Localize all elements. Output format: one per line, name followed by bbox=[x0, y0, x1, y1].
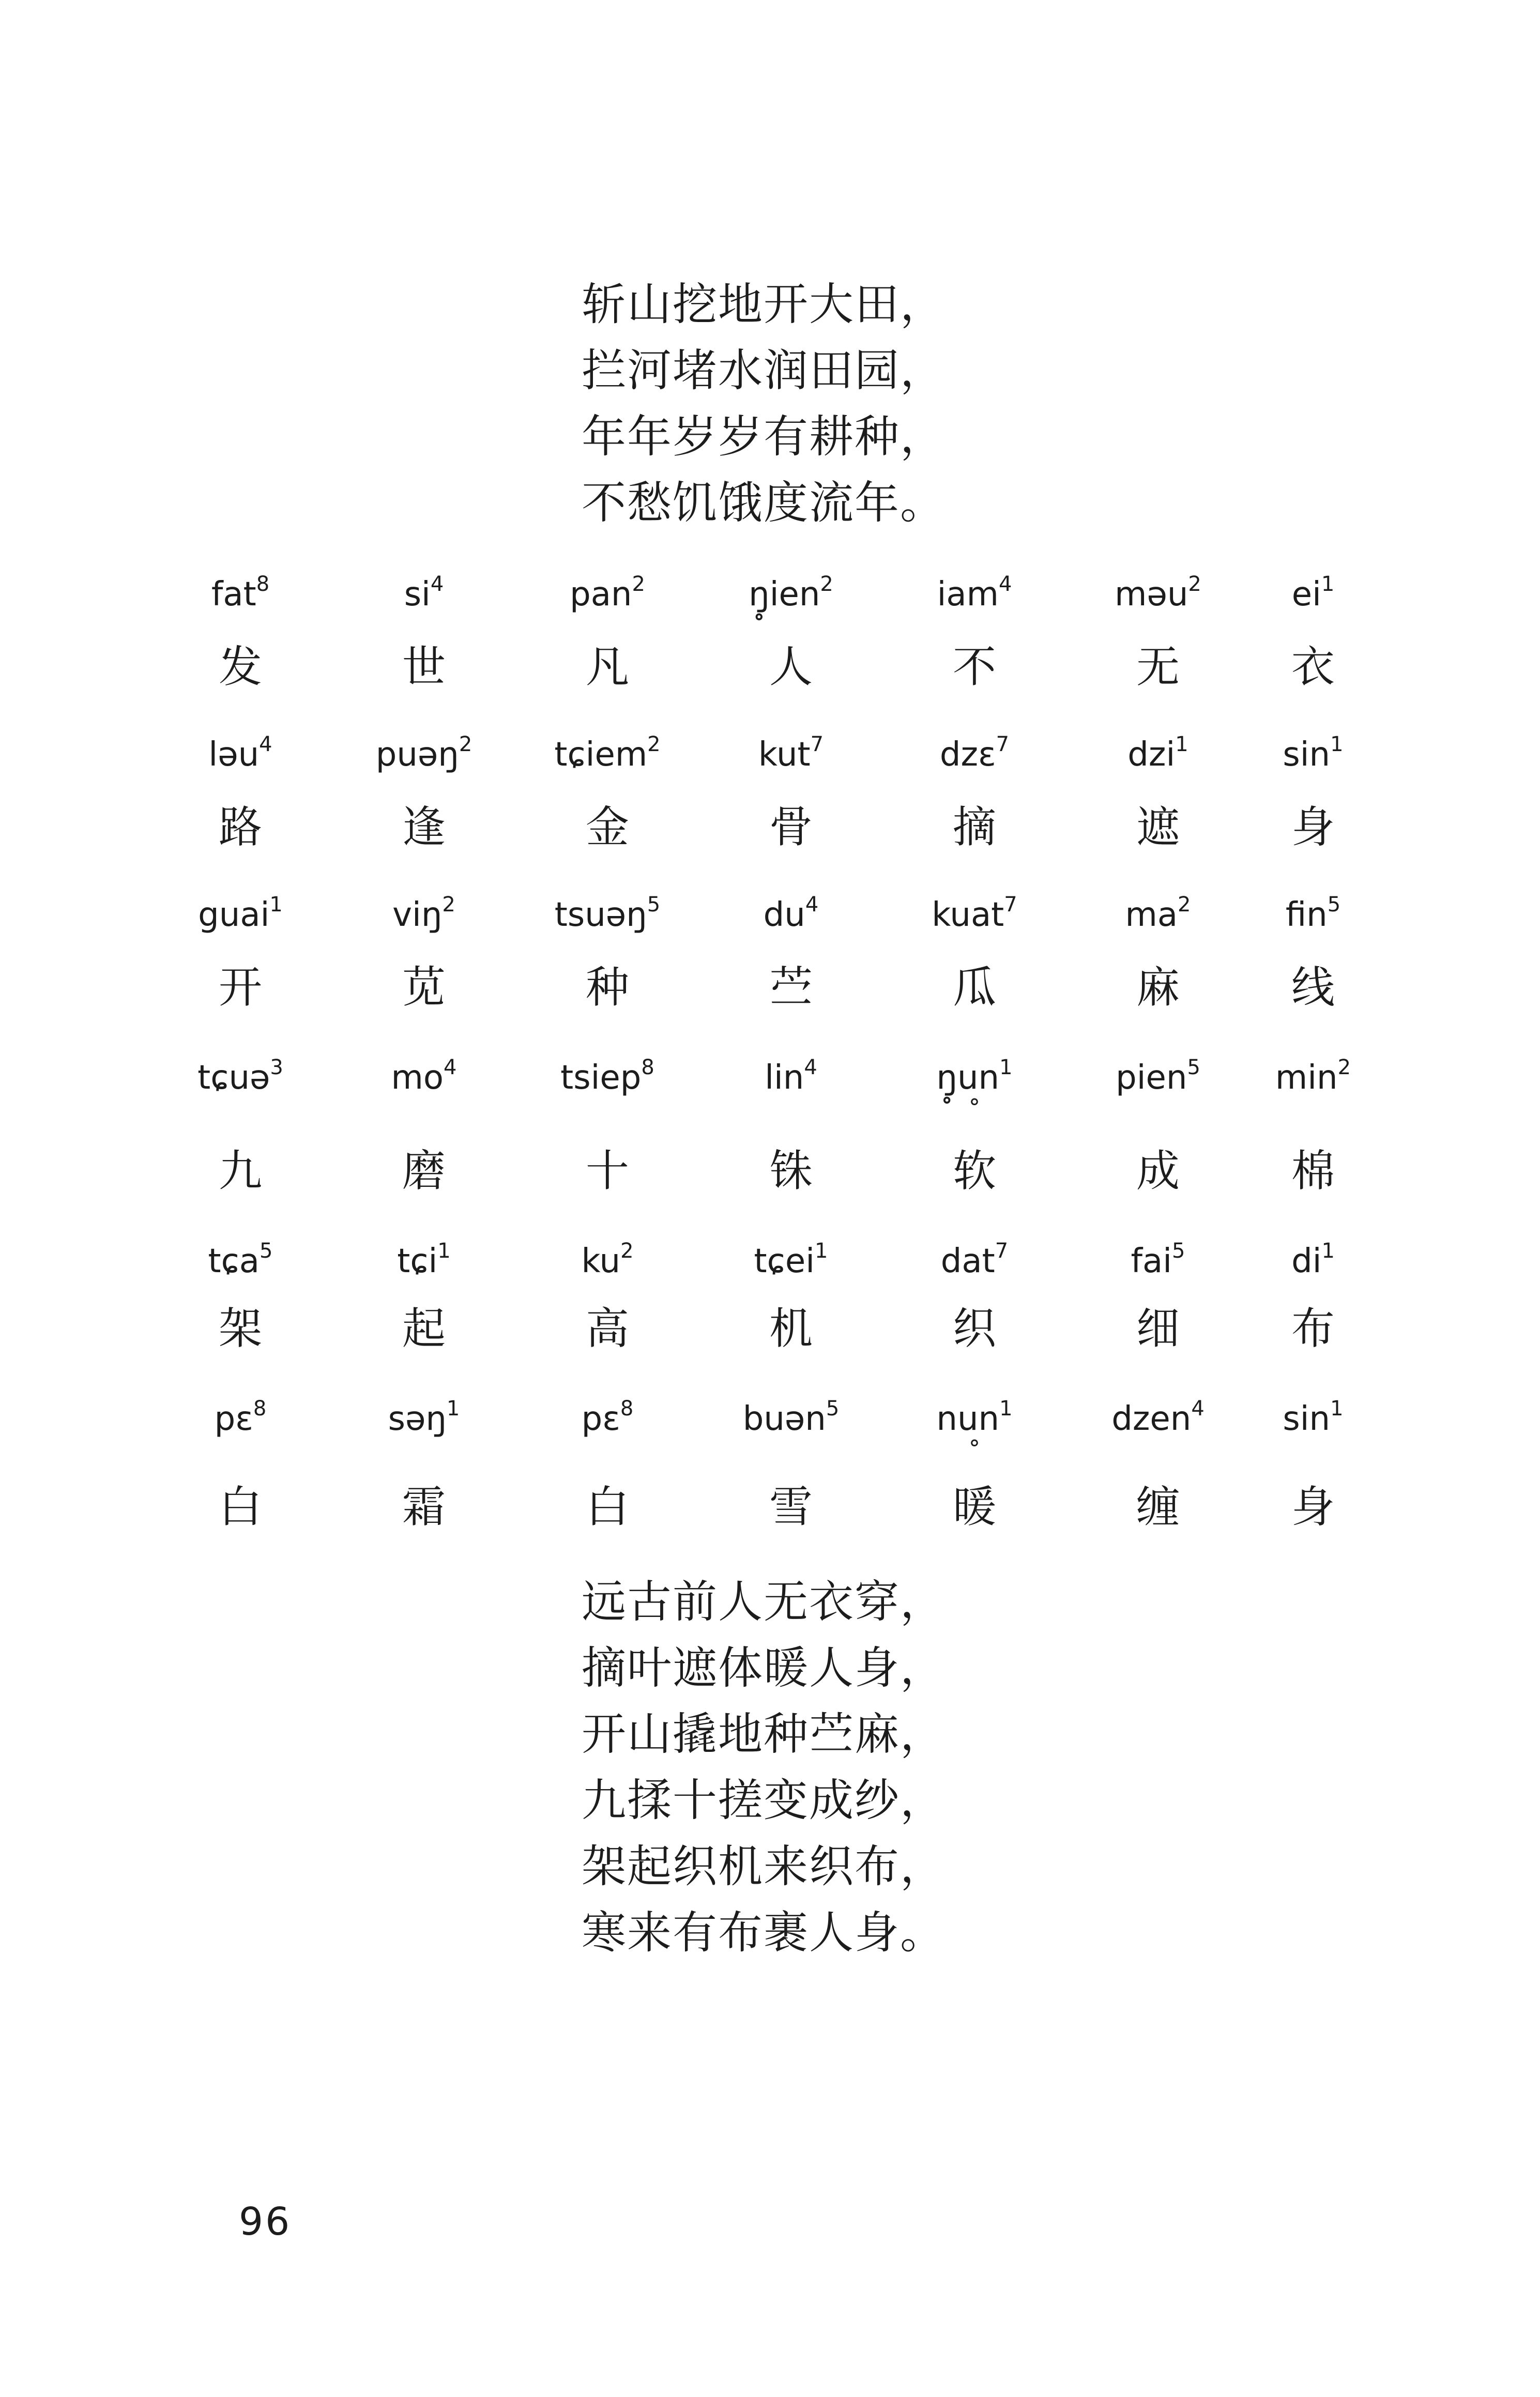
syllable-text bbox=[147, 1241, 333, 1282]
romanized-syllable bbox=[1220, 574, 1406, 615]
syllable-text bbox=[514, 1057, 700, 1098]
syllable-text bbox=[1220, 894, 1406, 936]
syllable-base: ma bbox=[1125, 896, 1178, 934]
romanized-syllable bbox=[698, 1398, 884, 1440]
syllable-text bbox=[331, 574, 517, 615]
syllable-base: pɛ bbox=[581, 1400, 620, 1438]
syllable-base: ŋ̥ien bbox=[749, 575, 820, 614]
chinese-character: 身 bbox=[1291, 802, 1335, 852]
syllable-text bbox=[1220, 574, 1406, 615]
syllable-base: si bbox=[404, 575, 431, 614]
tone-number: 1 bbox=[999, 1397, 1013, 1421]
tone-number: 2 bbox=[442, 893, 455, 917]
romanized-syllable bbox=[881, 734, 1068, 775]
syllable-text bbox=[881, 574, 1068, 615]
syllable-base: guai bbox=[198, 896, 270, 934]
chinese-character: 苋 bbox=[402, 962, 446, 1013]
chinese-character: 不 bbox=[952, 642, 996, 692]
voiceless-mark: ° bbox=[969, 1436, 980, 1462]
chinese-character: 九 bbox=[218, 1146, 262, 1196]
tone-number: 2 bbox=[459, 732, 472, 756]
tone-number: 4 bbox=[430, 572, 444, 596]
chinese-character: 摘 bbox=[952, 802, 996, 852]
tone-number: 3 bbox=[270, 1056, 283, 1079]
chinese-character: 棉 bbox=[1291, 1146, 1335, 1196]
chinese-character: 苎 bbox=[769, 962, 813, 1013]
romanized-syllable bbox=[698, 1241, 884, 1282]
tone-number: 2 bbox=[820, 572, 833, 596]
syllable-base: fin bbox=[1285, 896, 1328, 934]
chinese-character: 瓜 bbox=[952, 962, 996, 1013]
tone-number: 1 bbox=[1330, 732, 1344, 756]
tone-number: 5 bbox=[1187, 1056, 1200, 1079]
tone-number: 8 bbox=[256, 572, 270, 596]
syllable-text bbox=[881, 734, 1068, 775]
tone-number: 5 bbox=[1327, 893, 1341, 917]
chinese-character: 无 bbox=[1136, 642, 1180, 692]
chinese-character: 世 bbox=[402, 642, 446, 692]
romanized-syllable bbox=[147, 1241, 333, 1282]
syllable-base: dzɛ bbox=[939, 736, 996, 774]
chinese-character: 成 bbox=[1136, 1146, 1180, 1196]
syllable-text bbox=[514, 894, 700, 936]
verse-line: 架起织机来织布， bbox=[582, 1841, 946, 1892]
syllable-text bbox=[514, 734, 700, 775]
syllable-base: fai bbox=[1131, 1242, 1172, 1280]
voiceless-mark: ° bbox=[969, 1094, 980, 1121]
syllable-text bbox=[881, 1241, 1068, 1282]
chinese-character: 线 bbox=[1291, 962, 1335, 1013]
romanized-syllable bbox=[331, 574, 517, 615]
chinese-character: 开 bbox=[218, 962, 262, 1013]
chinese-character: 布 bbox=[1291, 1303, 1335, 1354]
chinese-character: 细 bbox=[1136, 1303, 1180, 1354]
tone-number: 1 bbox=[1330, 1397, 1344, 1421]
syllable-base: viŋ bbox=[392, 896, 443, 934]
syllable-text bbox=[147, 1398, 333, 1440]
chinese-character: 身 bbox=[1291, 1482, 1335, 1532]
syllable-text bbox=[331, 1057, 517, 1098]
tone-number: 2 bbox=[620, 1239, 634, 1263]
tone-number: 5 bbox=[647, 893, 661, 917]
chinese-character: 路 bbox=[218, 802, 262, 852]
syllable-text bbox=[147, 574, 333, 615]
verse-line: 不愁饥饿度流年。 bbox=[582, 477, 946, 529]
syllable-text bbox=[514, 1241, 700, 1282]
romanized-syllable bbox=[147, 1057, 333, 1098]
syllable-text bbox=[514, 1398, 700, 1440]
syllable-text bbox=[1220, 1057, 1406, 1098]
chinese-character: 逢 bbox=[402, 802, 446, 852]
romanized-syllable bbox=[881, 894, 1068, 936]
verse-line: 摘叶遮体暖人身， bbox=[582, 1642, 946, 1694]
syllable-base: tɕei bbox=[754, 1242, 815, 1280]
romanized-syllable bbox=[1220, 1057, 1406, 1098]
chinese-character: 暖 bbox=[952, 1482, 996, 1532]
tone-number: 1 bbox=[999, 1056, 1013, 1079]
syllable-text bbox=[698, 734, 884, 775]
syllable-text bbox=[698, 574, 884, 615]
romanized-syllable bbox=[1220, 734, 1406, 775]
chinese-character: 雪 bbox=[769, 1482, 813, 1532]
tone-number: 4 bbox=[259, 732, 272, 756]
tone-number: 8 bbox=[620, 1397, 634, 1421]
verse-line: 年年岁岁有耕种， bbox=[582, 411, 946, 463]
verse-line: 斩山挖地开大田， bbox=[582, 279, 946, 330]
chinese-character: 遮 bbox=[1136, 802, 1180, 852]
tone-number: 4 bbox=[998, 572, 1012, 596]
syllable-base: ku bbox=[581, 1242, 621, 1280]
chinese-character: 起 bbox=[402, 1303, 446, 1354]
tone-number: 4 bbox=[1191, 1397, 1204, 1421]
chinese-character: 高 bbox=[585, 1303, 629, 1354]
chinese-character: 金 bbox=[585, 802, 629, 852]
tone-number: 7 bbox=[810, 732, 824, 756]
tone-number: 2 bbox=[1337, 1056, 1351, 1079]
chinese-character: 骨 bbox=[769, 802, 813, 852]
tone-number: 2 bbox=[647, 732, 661, 756]
chinese-character: 白 bbox=[585, 1482, 629, 1532]
tone-number: 4 bbox=[805, 893, 819, 917]
tone-number: 5 bbox=[826, 1397, 840, 1421]
tone-number: 8 bbox=[641, 1056, 654, 1079]
tone-number: 8 bbox=[253, 1397, 267, 1421]
romanized-syllable bbox=[1220, 894, 1406, 936]
syllable-text bbox=[147, 1057, 333, 1098]
syllable-text bbox=[331, 894, 517, 936]
tone-number: 5 bbox=[1172, 1239, 1185, 1263]
verse-bottom bbox=[582, 1569, 946, 1966]
tone-number: 5 bbox=[260, 1239, 273, 1263]
syllable-base: min bbox=[1275, 1059, 1338, 1097]
tone-number: 1 bbox=[446, 1397, 460, 1421]
syllable-base: sin bbox=[1283, 736, 1331, 774]
romanized-syllable bbox=[881, 1398, 1068, 1460]
syllable-text bbox=[698, 1241, 884, 1282]
syllable-base: nun bbox=[936, 1400, 1000, 1438]
romanized-syllable bbox=[514, 734, 700, 775]
syllable-base: pien bbox=[1116, 1059, 1187, 1097]
verse-line: 九揉十搓变成纱， bbox=[582, 1775, 946, 1826]
syllable-base: dzen bbox=[1111, 1400, 1192, 1438]
chinese-character: 机 bbox=[769, 1303, 813, 1354]
syllable-base: məu bbox=[1115, 575, 1188, 614]
chinese-character: 织 bbox=[952, 1303, 996, 1354]
syllable-base: ləu bbox=[208, 736, 260, 774]
romanized-syllable bbox=[514, 1241, 700, 1282]
syllable-text bbox=[881, 1398, 1068, 1440]
romanized-syllable bbox=[331, 894, 517, 936]
syllable-base: pan bbox=[570, 575, 632, 614]
syllable-base: tsuəŋ bbox=[554, 896, 647, 934]
chinese-character: 十 bbox=[585, 1146, 629, 1196]
verse-line: 开山撬地种苎麻， bbox=[582, 1708, 946, 1760]
romanized-syllable bbox=[1220, 1398, 1406, 1440]
tone-number: 1 bbox=[1321, 572, 1335, 596]
syllable-text bbox=[698, 1398, 884, 1440]
tone-number: 2 bbox=[1188, 572, 1201, 596]
syllable-base: dat bbox=[940, 1242, 995, 1280]
romanized-syllable bbox=[881, 1241, 1068, 1282]
chinese-character: 铢 bbox=[769, 1146, 813, 1196]
romanized-syllable bbox=[514, 1398, 700, 1440]
romanized-syllable bbox=[514, 894, 700, 936]
tone-number: 1 bbox=[1321, 1239, 1335, 1263]
tone-number: 7 bbox=[1004, 893, 1017, 917]
page-number: 96 bbox=[239, 2200, 292, 2244]
romanized-syllable bbox=[698, 894, 884, 936]
romanized-syllable bbox=[698, 574, 884, 615]
syllable-text bbox=[147, 894, 333, 936]
verse-line: 远古前人无衣穿， bbox=[582, 1576, 946, 1628]
chinese-character: 人 bbox=[769, 642, 813, 692]
romanized-syllable bbox=[147, 1398, 333, 1440]
chinese-character: 发 bbox=[218, 642, 262, 692]
syllable-base: tɕuə bbox=[197, 1059, 270, 1097]
chinese-character: 白 bbox=[218, 1482, 262, 1532]
tone-number: 1 bbox=[814, 1239, 828, 1263]
tone-number: 7 bbox=[996, 732, 1010, 756]
syllable-text bbox=[1220, 1398, 1406, 1440]
syllable-base: iam bbox=[937, 575, 999, 614]
chinese-character: 霜 bbox=[402, 1482, 446, 1532]
syllable-text bbox=[1220, 1241, 1406, 1282]
tone-number: 4 bbox=[804, 1056, 817, 1079]
syllable-base: ei bbox=[1291, 575, 1321, 614]
chinese-character: 种 bbox=[585, 962, 629, 1013]
chinese-character: 磨 bbox=[402, 1146, 446, 1196]
chinese-character: 麻 bbox=[1136, 962, 1180, 1013]
syllable-base: lin bbox=[765, 1059, 804, 1097]
tone-number: 1 bbox=[1175, 732, 1188, 756]
syllable-text bbox=[1220, 734, 1406, 775]
syllable-base: pɛ bbox=[214, 1400, 253, 1438]
romanized-syllable bbox=[514, 574, 700, 615]
syllable-text bbox=[331, 1398, 517, 1440]
syllable-base: du bbox=[763, 896, 805, 934]
verse-line: 寒来有布裹人身。 bbox=[582, 1907, 946, 1959]
syllable-base: di bbox=[1291, 1242, 1322, 1280]
syllable-base: puəŋ bbox=[375, 736, 459, 774]
verse-line: 拦河堵水润田园， bbox=[582, 345, 946, 396]
syllable-base: buən bbox=[742, 1400, 826, 1438]
syllable-text bbox=[331, 1241, 517, 1282]
syllable-base: tɕa bbox=[208, 1242, 260, 1280]
syllable-text bbox=[514, 574, 700, 615]
tone-number: 1 bbox=[437, 1239, 451, 1263]
syllable-base: dzi bbox=[1127, 736, 1176, 774]
tone-number: 4 bbox=[444, 1056, 457, 1079]
syllable-base: fat bbox=[211, 575, 256, 614]
syllable-text bbox=[881, 1057, 1068, 1098]
chinese-character: 软 bbox=[952, 1146, 996, 1196]
romanized-syllable bbox=[881, 574, 1068, 615]
chinese-character: 衣 bbox=[1291, 642, 1335, 692]
tone-number: 7 bbox=[995, 1239, 1009, 1263]
syllable-text bbox=[147, 734, 333, 775]
syllable-text bbox=[881, 894, 1068, 936]
chinese-character: 缠 bbox=[1136, 1482, 1180, 1532]
syllable-base: tsiep bbox=[560, 1059, 642, 1097]
syllable-base: səŋ bbox=[388, 1400, 447, 1438]
syllable-base: tɕi bbox=[397, 1242, 438, 1280]
romanized-syllable bbox=[331, 1241, 517, 1282]
romanized-syllable bbox=[1220, 1241, 1406, 1282]
tone-number: 2 bbox=[1178, 893, 1191, 917]
syllable-base: kuat bbox=[932, 896, 1004, 934]
romanized-syllable bbox=[331, 734, 517, 775]
romanized-syllable bbox=[881, 1057, 1068, 1119]
romanized-syllable bbox=[147, 734, 333, 775]
romanized-syllable bbox=[147, 574, 333, 615]
syllable-base: tɕiem bbox=[554, 736, 648, 774]
romanized-syllable bbox=[147, 894, 333, 936]
syllable-base: mo bbox=[391, 1059, 444, 1097]
romanized-syllable bbox=[698, 734, 884, 775]
syllable-text bbox=[331, 734, 517, 775]
syllable-text bbox=[698, 1057, 884, 1098]
romanized-syllable bbox=[331, 1057, 517, 1098]
tone-number: 1 bbox=[269, 893, 283, 917]
tone-number: 2 bbox=[632, 572, 645, 596]
syllable-text bbox=[698, 894, 884, 936]
syllable-base: kut bbox=[758, 736, 811, 774]
romanized-syllable bbox=[514, 1057, 700, 1098]
syllable-base: ŋ̥un bbox=[936, 1059, 1000, 1097]
chinese-character: 凡 bbox=[585, 642, 629, 692]
romanized-syllable bbox=[331, 1398, 517, 1440]
syllable-base: sin bbox=[1283, 1400, 1331, 1438]
chinese-character: 架 bbox=[218, 1303, 262, 1354]
romanized-syllable bbox=[698, 1057, 884, 1098]
